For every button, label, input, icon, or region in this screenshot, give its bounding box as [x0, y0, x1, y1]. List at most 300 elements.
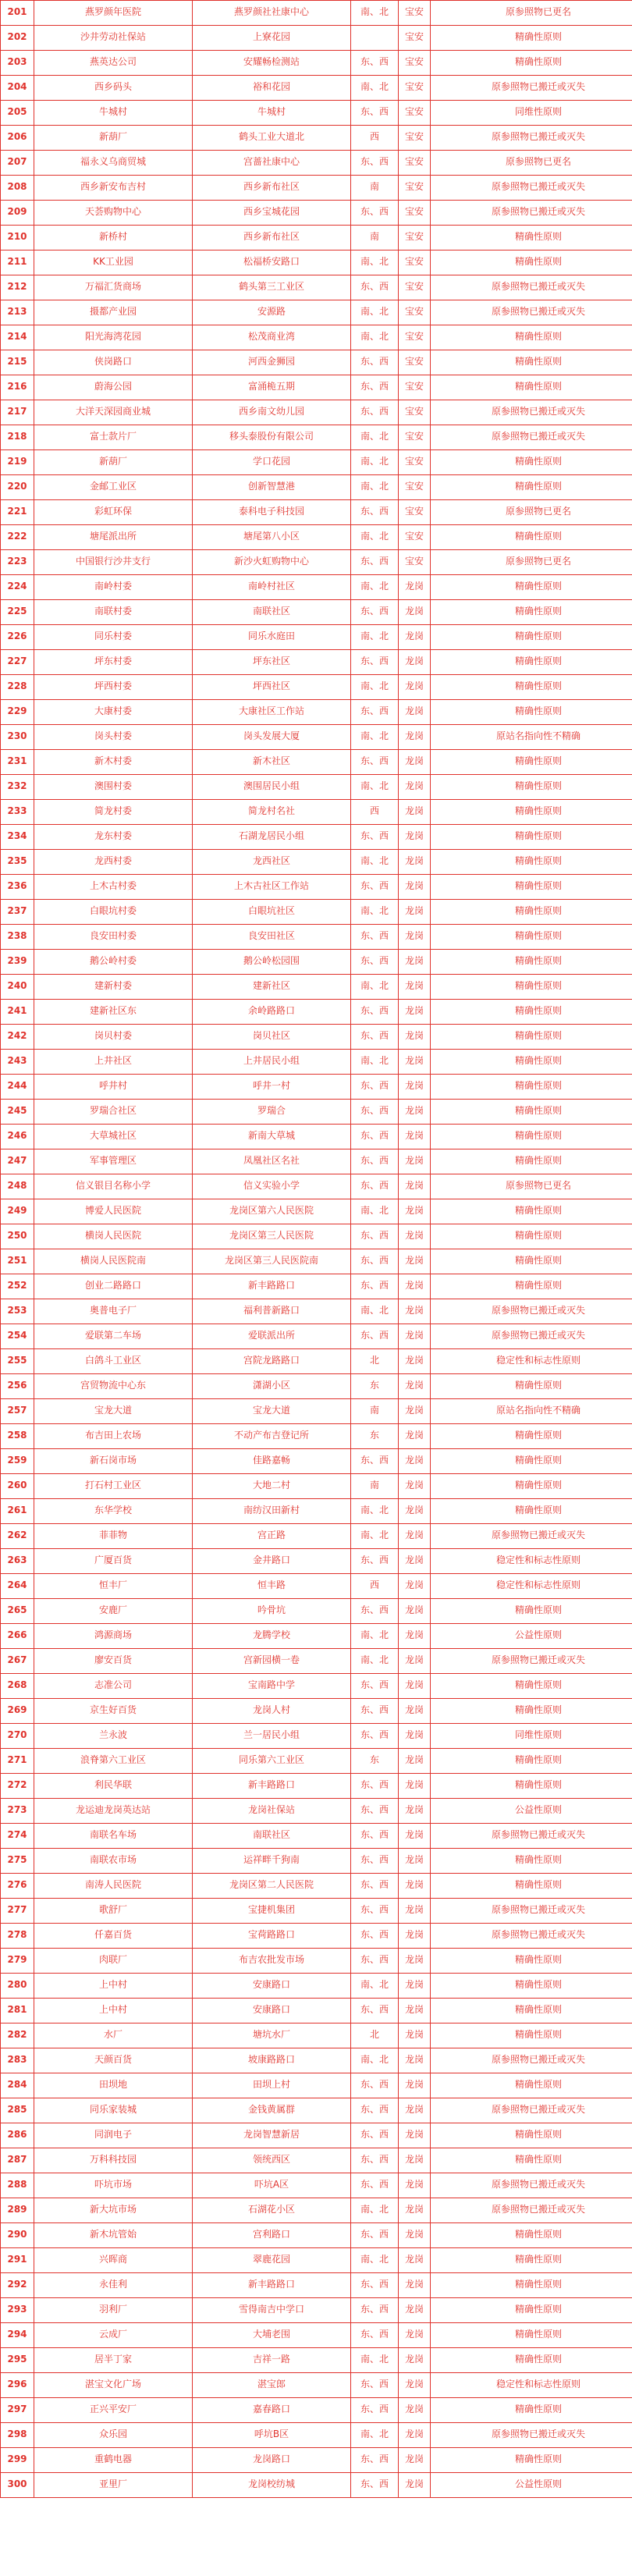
row-old-name: 鸿源商场 — [34, 1624, 193, 1649]
table-row — [1, 325, 632, 350]
row-remark: 精确性原则 — [431, 1874, 632, 1899]
table-row — [1, 1949, 632, 1974]
row-index: 235 — [1, 850, 34, 875]
row-district: 宝安 — [399, 275, 431, 300]
row-old-name: 坪东村委 — [34, 650, 193, 675]
table-row — [1, 1824, 632, 1849]
row-new-name: 松福桥安路口 — [193, 250, 351, 275]
row-old-name: 军事管理区 — [34, 1149, 193, 1174]
row-district: 龙岗 — [399, 1724, 431, 1749]
row-old-name: 新大坑市场 — [34, 2198, 193, 2223]
row-index: 212 — [1, 275, 34, 300]
row-new-name: 白眼坑社区 — [193, 900, 351, 925]
row-district: 龙岗 — [399, 950, 431, 975]
row-old-name: 奥普电子厂 — [34, 1299, 193, 1324]
table-row — [1, 1149, 632, 1174]
table-row — [1, 126, 632, 151]
row-old-name: 龙运迪龙岗英达站 — [34, 1799, 193, 1824]
row-district: 龙岗 — [399, 800, 431, 825]
row-district: 龙岗 — [399, 675, 431, 700]
row-index: 247 — [1, 1149, 34, 1174]
row-index: 287 — [1, 2148, 34, 2173]
row-new-name: 宝捷机集团 — [193, 1899, 351, 1924]
row-old-name: 大草城社区 — [34, 1125, 193, 1149]
row-index: 286 — [1, 2123, 34, 2148]
row-remark: 精确性原则 — [431, 1424, 632, 1449]
table-row — [1, 2473, 632, 2498]
row-new-name: 龙岗智慧新居 — [193, 2123, 351, 2148]
row-direction: 东、西 — [351, 500, 399, 525]
row-direction: 南、北 — [351, 2348, 399, 2373]
row-old-name: 新葫厂 — [34, 126, 193, 151]
row-new-name: 同乐水庭田 — [193, 625, 351, 650]
row-new-name: 上寮花园 — [193, 26, 351, 51]
row-direction: 东、西 — [351, 1999, 399, 2023]
row-remark: 原站名指向性不精确 — [431, 1399, 632, 1424]
row-direction: 东、西 — [351, 550, 399, 575]
row-district: 龙岗 — [399, 1774, 431, 1799]
table-row — [1, 101, 632, 126]
row-index: 293 — [1, 2298, 34, 2323]
row-old-name: 彩虹环保 — [34, 500, 193, 525]
table-row — [1, 300, 632, 325]
row-district: 龙岗 — [399, 1599, 431, 1624]
row-district: 龙岗 — [399, 2448, 431, 2473]
row-district: 龙岗 — [399, 1274, 431, 1299]
row-remark: 精确性原则 — [431, 1149, 632, 1174]
row-district: 龙岗 — [399, 850, 431, 875]
row-new-name: 安源路 — [193, 300, 351, 325]
row-remark: 精确性原则 — [431, 1050, 632, 1075]
table-row — [1, 1499, 632, 1524]
row-district: 龙岗 — [399, 2323, 431, 2348]
row-new-name: 呼井一村 — [193, 1075, 351, 1100]
row-district: 龙岗 — [399, 725, 431, 750]
row-new-name: 简龙村名社 — [193, 800, 351, 825]
row-district: 龙岗 — [399, 1749, 431, 1774]
row-remark: 精确性原则 — [431, 2023, 632, 2048]
row-remark: 稳定性和标志性原则 — [431, 1349, 632, 1374]
row-district: 龙岗 — [399, 775, 431, 800]
row-old-name: 燕罗颜年医院 — [34, 1, 193, 26]
row-direction: 东、西 — [351, 1000, 399, 1025]
row-index: 289 — [1, 2198, 34, 2223]
table-row — [1, 900, 632, 925]
table-row — [1, 250, 632, 275]
row-district: 宝安 — [399, 26, 431, 51]
row-old-name: 信义银目名称小学 — [34, 1174, 193, 1199]
row-index: 264 — [1, 1574, 34, 1599]
row-index: 263 — [1, 1549, 34, 1574]
row-direction: 南、北 — [351, 725, 399, 750]
row-remark: 同维性原则 — [431, 101, 632, 126]
row-index: 245 — [1, 1100, 34, 1125]
row-index: 269 — [1, 1699, 34, 1724]
row-remark: 精确性原则 — [431, 26, 632, 51]
table-row — [1, 2198, 632, 2223]
row-remark: 公益性原则 — [431, 2473, 632, 2498]
row-remark: 原参照物已搬迁或灭失 — [431, 2173, 632, 2198]
row-direction: 南、北 — [351, 625, 399, 650]
row-direction: 南、北 — [351, 325, 399, 350]
row-remark: 原参照物已搬迁或灭失 — [431, 176, 632, 201]
row-old-name: 京生好百货 — [34, 1699, 193, 1724]
row-index: 217 — [1, 400, 34, 425]
row-new-name: 雪得南吉中学口 — [193, 2298, 351, 2323]
row-direction: 南、北 — [351, 76, 399, 101]
row-new-name: 松茂商业湾 — [193, 325, 351, 350]
row-direction: 东、西 — [351, 1125, 399, 1149]
row-new-name: 燕罗颜社社康中心 — [193, 1, 351, 26]
row-district: 龙岗 — [399, 1874, 431, 1899]
row-new-name: 布吉农批发市场 — [193, 1949, 351, 1974]
row-old-name: 云成厂 — [34, 2323, 193, 2348]
row-index: 273 — [1, 1799, 34, 1824]
row-new-name: 龙岗路口 — [193, 2448, 351, 2473]
table-row — [1, 76, 632, 101]
row-old-name: 金邮工业区 — [34, 475, 193, 500]
row-index: 258 — [1, 1424, 34, 1449]
table-row — [1, 700, 632, 725]
row-remark: 稳定性和标志性原则 — [431, 1549, 632, 1574]
row-direction: 东、西 — [351, 2223, 399, 2248]
row-index: 280 — [1, 1974, 34, 1999]
row-index: 238 — [1, 925, 34, 950]
row-district: 龙岗 — [399, 1899, 431, 1924]
row-old-name: 鹅公岭村委 — [34, 950, 193, 975]
row-district: 龙岗 — [399, 2048, 431, 2073]
row-direction: 东、西 — [351, 350, 399, 375]
row-new-name: 鹤头第三工业区 — [193, 275, 351, 300]
row-remark: 原参照物已搬迁或灭失 — [431, 2198, 632, 2223]
table-row — [1, 1349, 632, 1374]
row-new-name: 南联社区 — [193, 600, 351, 625]
row-new-name: 运祥畔千狗南 — [193, 1849, 351, 1874]
row-remark: 精确性原则 — [431, 775, 632, 800]
row-new-name: 罗瑞合 — [193, 1100, 351, 1125]
row-index: 231 — [1, 750, 34, 775]
row-remark: 精确性原则 — [431, 700, 632, 725]
row-direction: 南、北 — [351, 575, 399, 600]
row-direction: 东、西 — [351, 375, 399, 400]
row-district: 龙岗 — [399, 2223, 431, 2248]
row-remark: 精确性原则 — [431, 675, 632, 700]
row-remark: 精确性原则 — [431, 1499, 632, 1524]
row-direction: 南 — [351, 176, 399, 201]
row-district: 宝安 — [399, 400, 431, 425]
row-district: 龙岗 — [399, 1624, 431, 1649]
row-index: 282 — [1, 2023, 34, 2048]
row-direction: 西 — [351, 800, 399, 825]
row-new-name: 良安田社区 — [193, 925, 351, 950]
row-district: 龙岗 — [399, 2373, 431, 2398]
row-direction: 东、西 — [351, 1599, 399, 1624]
row-remark: 精确性原则 — [431, 950, 632, 975]
row-index: 296 — [1, 2373, 34, 2398]
row-new-name: 新丰路路口 — [193, 1274, 351, 1299]
table-row — [1, 1100, 632, 1125]
row-district: 龙岗 — [399, 1524, 431, 1549]
row-index: 214 — [1, 325, 34, 350]
row-old-name: 福永义乌商贸城 — [34, 151, 193, 176]
row-remark: 精确性原则 — [431, 850, 632, 875]
row-direction — [351, 26, 399, 51]
row-direction: 东、西 — [351, 1025, 399, 1050]
row-index: 274 — [1, 1824, 34, 1849]
table-row — [1, 2373, 632, 2398]
row-new-name: 龙岗人村 — [193, 1699, 351, 1724]
row-index: 232 — [1, 775, 34, 800]
row-direction: 东、西 — [351, 400, 399, 425]
row-new-name: 宝南路中学 — [193, 1674, 351, 1699]
table-row — [1, 475, 632, 500]
row-remark: 精确性原则 — [431, 226, 632, 250]
row-old-name: 同润电子 — [34, 2123, 193, 2148]
row-district: 龙岗 — [399, 925, 431, 950]
row-index: 239 — [1, 950, 34, 975]
table-row — [1, 2398, 632, 2423]
row-index: 294 — [1, 2323, 34, 2348]
row-new-name: 上木古社区工作站 — [193, 875, 351, 900]
row-old-name: 上井社区 — [34, 1050, 193, 1075]
row-new-name: 西乡宝城花园 — [193, 201, 351, 226]
row-direction: 东、西 — [351, 201, 399, 226]
row-old-name: 龙东村委 — [34, 825, 193, 850]
row-remark: 精确性原则 — [431, 600, 632, 625]
row-old-name: 富士款片厂 — [34, 425, 193, 450]
row-remark: 原参照物已搬迁或灭失 — [431, 126, 632, 151]
row-direction: 东、西 — [351, 2373, 399, 2398]
row-new-name: 南纺汉田新村 — [193, 1499, 351, 1524]
table-row — [1, 2148, 632, 2173]
row-old-name: 创业二路路口 — [34, 1274, 193, 1299]
row-old-name: 正兴平安厂 — [34, 2398, 193, 2423]
row-new-name: 翠鹿花园 — [193, 2248, 351, 2273]
row-district: 宝安 — [399, 325, 431, 350]
row-new-name: 领统西区 — [193, 2148, 351, 2173]
row-new-name: 南岭村社区 — [193, 575, 351, 600]
row-new-name: 宫正路 — [193, 1524, 351, 1549]
row-remark: 精确性原则 — [431, 51, 632, 76]
row-new-name: 宫蔷社康中心 — [193, 151, 351, 176]
row-remark: 精确性原则 — [431, 2223, 632, 2248]
row-index: 210 — [1, 226, 34, 250]
row-new-name: 龙岗校纺城 — [193, 2473, 351, 2498]
row-direction: 东、西 — [351, 2323, 399, 2348]
row-new-name: 鹅公岭松园围 — [193, 950, 351, 975]
row-direction: 南、北 — [351, 2048, 399, 2073]
row-district: 龙岗 — [399, 1849, 431, 1874]
row-old-name: 重鹤电器 — [34, 2448, 193, 2473]
row-old-name: 新桥村 — [34, 226, 193, 250]
row-remark: 精确性原则 — [431, 650, 632, 675]
row-new-name: 潇湖小区 — [193, 1374, 351, 1399]
row-new-name: 西乡新布社区 — [193, 226, 351, 250]
row-new-name: 信义实验小学 — [193, 1174, 351, 1199]
table-row — [1, 26, 632, 51]
table-row — [1, 875, 632, 900]
row-remark: 原参照物已搬迁或灭失 — [431, 1524, 632, 1549]
row-remark: 原参照物已更名 — [431, 1174, 632, 1199]
row-index: 292 — [1, 2273, 34, 2298]
row-district: 龙岗 — [399, 1424, 431, 1449]
table-row — [1, 750, 632, 775]
row-district: 龙岗 — [399, 600, 431, 625]
row-new-name: 福利普新路口 — [193, 1299, 351, 1324]
row-remark: 精确性原则 — [431, 2298, 632, 2323]
row-old-name: 亚里厂 — [34, 2473, 193, 2498]
row-old-name: 新木坑管始 — [34, 2223, 193, 2248]
row-index: 201 — [1, 1, 34, 26]
row-old-name: 歌舒厂 — [34, 1899, 193, 1924]
row-direction: 东、西 — [351, 950, 399, 975]
row-district: 龙岗 — [399, 1174, 431, 1199]
row-district: 宝安 — [399, 525, 431, 550]
row-old-name: 田坝地 — [34, 2073, 193, 2098]
row-index: 233 — [1, 800, 34, 825]
row-remark: 精确性原则 — [431, 800, 632, 825]
row-direction: 南、北 — [351, 1050, 399, 1075]
row-direction: 东、西 — [351, 1849, 399, 1874]
row-new-name: 龙岗区第六人民医院 — [193, 1199, 351, 1224]
row-index: 268 — [1, 1674, 34, 1699]
row-index: 242 — [1, 1025, 34, 1050]
row-direction: 东、西 — [351, 101, 399, 126]
table-row — [1, 1000, 632, 1025]
row-remark: 原参照物已搬迁或灭失 — [431, 275, 632, 300]
table-row — [1, 1849, 632, 1874]
row-new-name: 河西金狮园 — [193, 350, 351, 375]
row-district: 宝安 — [399, 475, 431, 500]
row-new-name: 吓坑A区 — [193, 2173, 351, 2198]
table-row — [1, 1374, 632, 1399]
table-row — [1, 1424, 632, 1449]
row-district: 宝安 — [399, 350, 431, 375]
row-new-name: 不动产布吉登记所 — [193, 1424, 351, 1449]
table-row — [1, 2348, 632, 2373]
row-remark: 精确性原则 — [431, 350, 632, 375]
row-direction: 东、西 — [351, 1075, 399, 1100]
row-old-name: 良安田村委 — [34, 925, 193, 950]
row-index: 230 — [1, 725, 34, 750]
row-district: 龙岗 — [399, 2398, 431, 2423]
row-old-name: 龙西村委 — [34, 850, 193, 875]
row-new-name: 澳围居民小组 — [193, 775, 351, 800]
row-old-name: 呼井村 — [34, 1075, 193, 1100]
row-direction: 东、西 — [351, 650, 399, 675]
row-direction: 东、西 — [351, 2073, 399, 2098]
row-remark: 原参照物已搬迁或灭失 — [431, 1924, 632, 1949]
row-old-name: 西乡码头 — [34, 76, 193, 101]
row-direction: 东、西 — [351, 1799, 399, 1824]
table-row — [1, 675, 632, 700]
row-direction: 东、西 — [351, 2273, 399, 2298]
row-district: 龙岗 — [399, 575, 431, 600]
row-index: 234 — [1, 825, 34, 850]
table-row — [1, 500, 632, 525]
row-new-name: 吟骨坑 — [193, 1599, 351, 1624]
table-row — [1, 725, 632, 750]
row-remark: 精确性原则 — [431, 1199, 632, 1224]
table-row — [1, 975, 632, 1000]
table-row — [1, 1449, 632, 1474]
row-index: 299 — [1, 2448, 34, 2473]
row-index: 249 — [1, 1199, 34, 1224]
row-new-name: 恒丰路 — [193, 1574, 351, 1599]
row-old-name: 南联农市场 — [34, 1849, 193, 1874]
row-new-name: 佳路嘉畅 — [193, 1449, 351, 1474]
table-row — [1, 1649, 632, 1674]
row-old-name: 湛宝文化广场 — [34, 2373, 193, 2398]
row-direction: 东、西 — [351, 2398, 399, 2423]
table-row — [1, 2098, 632, 2123]
row-new-name: 南联社区 — [193, 1824, 351, 1849]
row-direction: 东、西 — [351, 2123, 399, 2148]
table-row — [1, 2173, 632, 2198]
row-direction: 东 — [351, 1749, 399, 1774]
row-old-name: 中国银行沙井支行 — [34, 550, 193, 575]
row-old-name: 宫贸物流中心东 — [34, 1374, 193, 1399]
table-row — [1, 2123, 632, 2148]
row-remark: 精确性原则 — [431, 2398, 632, 2423]
row-old-name: 安鹿厂 — [34, 1599, 193, 1624]
row-remark: 精确性原则 — [431, 1674, 632, 1699]
row-district: 龙岗 — [399, 1050, 431, 1075]
row-district: 龙岗 — [399, 2198, 431, 2223]
row-remark: 原参照物已更名 — [431, 500, 632, 525]
row-direction: 南、北 — [351, 475, 399, 500]
row-new-name: 建新社区 — [193, 975, 351, 1000]
row-district: 宝安 — [399, 76, 431, 101]
row-index: 300 — [1, 2473, 34, 2498]
row-old-name: 摄都产业园 — [34, 300, 193, 325]
row-index: 255 — [1, 1349, 34, 1374]
row-district: 龙岗 — [399, 1474, 431, 1499]
row-new-name: 塘尾第八小区 — [193, 525, 351, 550]
table-row — [1, 151, 632, 176]
row-index: 291 — [1, 2248, 34, 2273]
row-index: 275 — [1, 1849, 34, 1874]
row-old-name: 燕英达公司 — [34, 51, 193, 76]
row-index: 261 — [1, 1499, 34, 1524]
row-index: 216 — [1, 375, 34, 400]
row-old-name: 上木古村委 — [34, 875, 193, 900]
row-index: 244 — [1, 1075, 34, 1100]
table-row — [1, 1724, 632, 1749]
row-remark: 精确性原则 — [431, 2148, 632, 2173]
row-district: 龙岗 — [399, 1399, 431, 1424]
row-index: 226 — [1, 625, 34, 650]
table-row — [1, 1799, 632, 1824]
row-index: 271 — [1, 1749, 34, 1774]
row-new-name: 宝荷路路口 — [193, 1924, 351, 1949]
row-index: 229 — [1, 700, 34, 725]
row-new-name: 龙岗社保站 — [193, 1799, 351, 1824]
row-index: 257 — [1, 1399, 34, 1424]
table-row — [1, 950, 632, 975]
row-remark: 原参照物已搬迁或灭失 — [431, 400, 632, 425]
row-direction: 南、北 — [351, 2248, 399, 2273]
row-old-name: 廖安百货 — [34, 1649, 193, 1674]
row-old-name: 白眼坑村委 — [34, 900, 193, 925]
row-old-name: 岗头村委 — [34, 725, 193, 750]
row-remark: 精确性原则 — [431, 1474, 632, 1499]
row-new-name: 岗贝社区 — [193, 1025, 351, 1050]
row-new-name: 安康路口 — [193, 1999, 351, 2023]
table-row — [1, 1599, 632, 1624]
row-new-name: 田坝上村 — [193, 2073, 351, 2098]
row-remark: 公益性原则 — [431, 1799, 632, 1824]
